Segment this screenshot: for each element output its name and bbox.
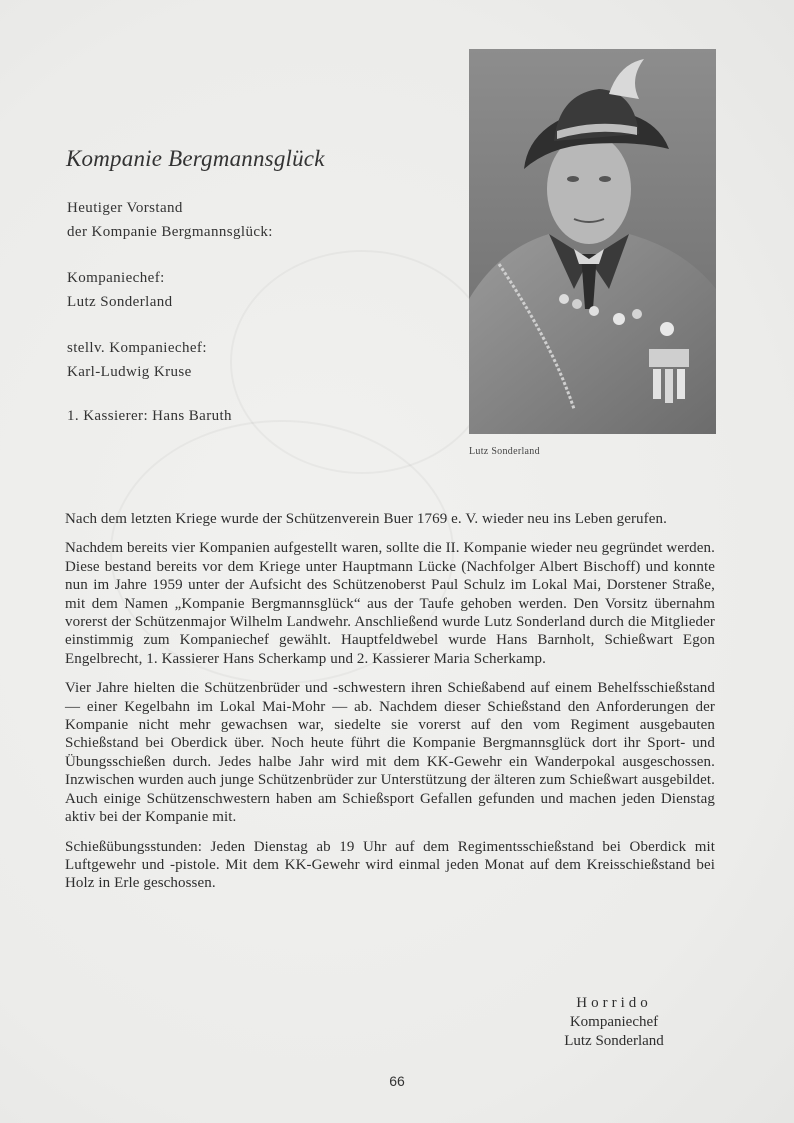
deputy-role: stellv. Kompaniechef:: [67, 340, 207, 356]
deputy-name: Karl-Ludwig Kruse: [67, 364, 192, 380]
portrait-illustration: [469, 49, 716, 434]
paragraph: Vier Jahre hielten die Schützenbrüder und -schwestern ihren Schießabend auf einem Behelfsschießstand — einer Kegelbahn im Lokal Mai-Mohr — ab. Nachdem dieser Schießstand den Anforderungen der Kompanie nicht mehr gewachsen war, siedelte sie vorerst auf den vom Regiment ausgebauten Schießstand bei Oberdick über. Noch heute führt die Kompanie Bergmannsglück dort ihr Sport- und Übungsschießen durch. Jedes halbe Jahr wird mit dem KK-Gewehr ein Wanderpokal ausgeschossen. Inzwischen wurden auch junge Schützenbrüder zur Unterstützung der älteren zum Schießwart ausgebildet. Auch einige Schützenschwestern haben am Schießsport Gefallen gefunden und machen jeden Dienstag aktiv bei der Kompanie mit.: [65, 680, 715, 826]
face: [547, 134, 631, 244]
signature-block: [548, 994, 680, 1051]
photo-caption: Lutz Sonderland: [469, 446, 540, 457]
paragraph: Nachdem bereits vier Kompanien aufgestellt waren, sollte die II. Kompanie wieder neu gegründet werden. Diese bestand bereits vor dem Kriege unter Hauptmann Lücke (Nachfolger Albert Bischoff) und konnte nun im Jahre 1959 unter der Aufsicht des Schützenoberst Paul Schulz im Lokal Mai, Dorstener Straße, mit dem Namen „Kompanie Bergmannsglück“ aus der Taufe gehoben werden. Den Vorsitz übernahm vorerst der Schützenmajor Wilhelm Landwehr. Anschließend wurde Lutz Sonderland durch die Mitglieder einstimmig zum Kompaniechef gewählt. Hauptfeldwebel wurde Hans Barnholt, Schießwart Egon Engelbrecht, 1. Kassierer Hans Scherkamp und 2. Kassierer Maria Scherkamp.: [65, 540, 715, 667]
eye-right: [599, 176, 611, 182]
board-intro-line: Heutiger Vorstand: [67, 200, 183, 216]
treasurer-line: 1. Kassierer: Hans Baruth: [67, 408, 232, 424]
board-intro-line: der Kompanie Bergmannsglück:: [67, 224, 273, 240]
page-number: 66: [389, 1073, 405, 1089]
article-body: [65, 510, 715, 904]
page-title: Kompanie Bergmannsglück: [66, 146, 325, 171]
paragraph: Schießübungsstunden: Jeden Dienstag ab 19 Uhr auf dem Regimentsschießstand bei Oberdick mit Luftgewehr und -pistole. Mit dem KK-Gewehr wird einmal jeden Monat auf dem Kreisschießstand bei Holz in Erle geschossen.: [65, 838, 715, 892]
signature-greeting: Horrido: [576, 995, 652, 1011]
captain-role: Kompaniechef:: [67, 270, 165, 286]
paragraph: Nach dem letzten Kriege wurde der Schützenverein Buer 1769 e. V. wieder neu ins Leben gerufen.: [65, 511, 667, 527]
eye-left: [567, 176, 579, 182]
signature-role: Kompaniechef: [569, 1014, 659, 1030]
captain-name: Lutz Sonderland: [67, 294, 173, 310]
signature-name: Lutz Sonderland: [564, 1033, 664, 1049]
board-list: [67, 196, 407, 428]
portrait-photo: [469, 49, 716, 434]
